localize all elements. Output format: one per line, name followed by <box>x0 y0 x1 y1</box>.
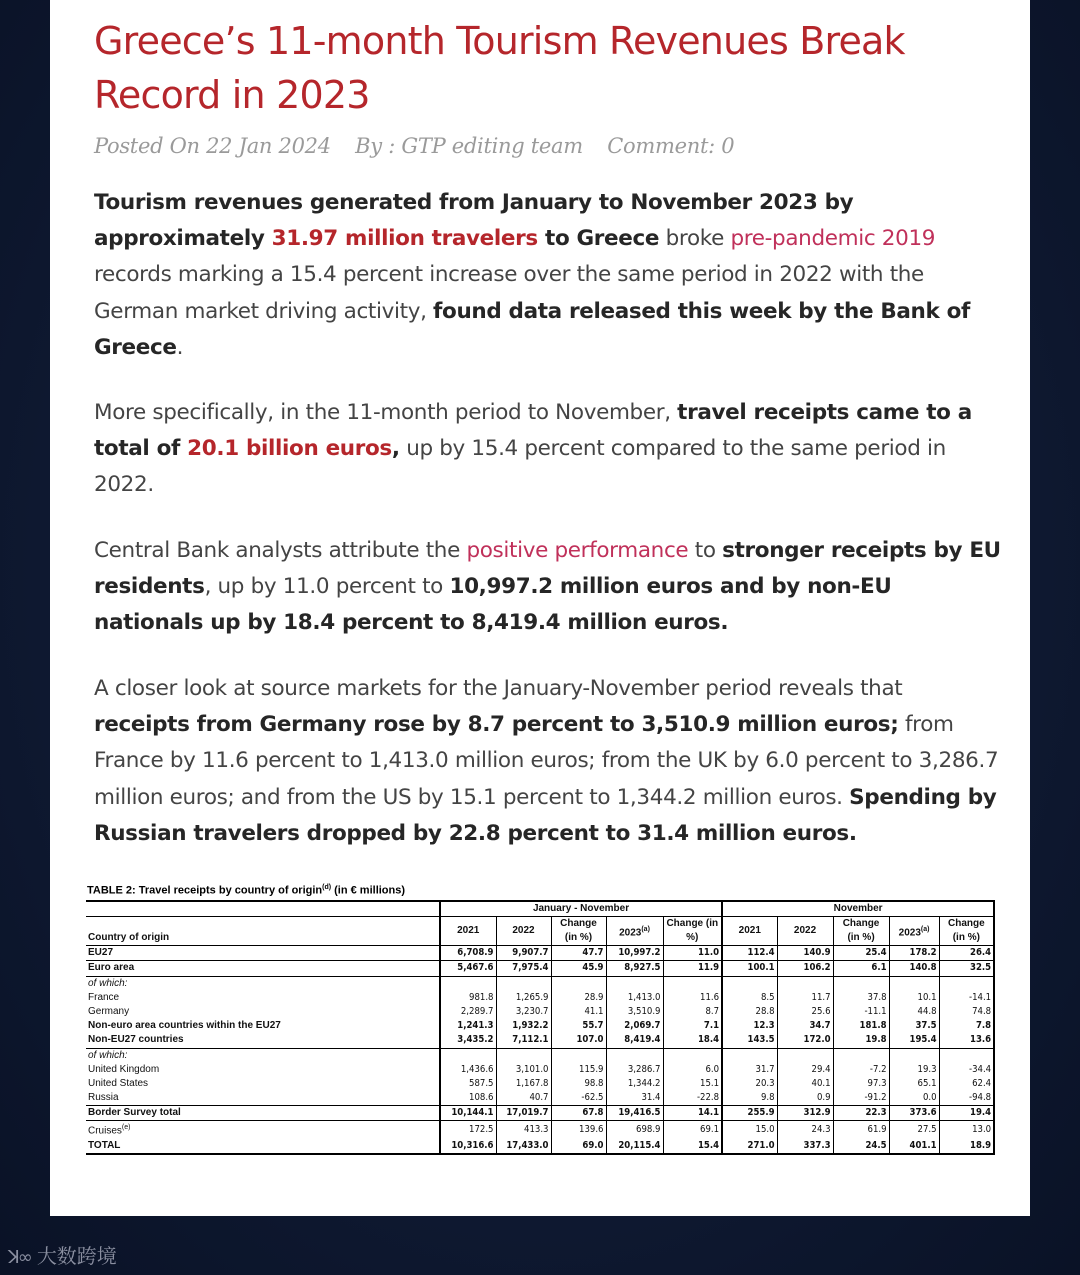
col-2023-nov <box>889 917 939 946</box>
table-cell: 31.7 <box>755 1063 775 1075</box>
table-row <box>86 1139 994 1154</box>
table-row <box>86 1033 994 1048</box>
table-cell: 1,436.6 <box>440 1063 496 1077</box>
table-row <box>86 991 994 1005</box>
table-cell: 1,167.8 <box>496 1077 551 1091</box>
col-change-jn-b: Change (in %) <box>663 917 722 946</box>
table-cell <box>551 976 606 991</box>
table-cell: 140.8 <box>889 961 939 976</box>
table-cell: 15.4 <box>663 1139 722 1154</box>
table-cell: 17,019.7 <box>496 1106 551 1121</box>
p4-s1: A closer look at source markets for the January-November period reveals that <box>94 676 903 701</box>
p1-s6: records marking a 15.4 percent increase over the same period in 2022 with the German market driving activity, <box>94 262 924 324</box>
table-cell: 25.4 <box>833 946 889 961</box>
table-cell: 26.4 <box>939 946 994 961</box>
table-cell <box>663 1048 722 1063</box>
p1-s7: found data released this week by the Bank of Greece <box>94 298 971 360</box>
p3-s1: Central Bank analysts attribute the <box>94 538 467 563</box>
brand-name: 大数跨境 <box>36 1244 117 1268</box>
p3-s5: , up by 11.0 percent to <box>204 574 450 600</box>
p1-s3: to Greece <box>537 226 660 252</box>
table-cell <box>777 1048 833 1063</box>
table-caption-sup: (d) <box>322 884 332 891</box>
country-name-text: United States <box>88 1077 149 1089</box>
table-cell: 981.8 <box>440 991 496 1005</box>
table-cell: 65.1 <box>889 1077 939 1091</box>
country-name <box>86 1139 440 1154</box>
table-cell: -7.2 <box>833 1063 889 1077</box>
table-cell: 108.6 <box>440 1091 496 1106</box>
table-cell <box>606 1048 663 1063</box>
positive-performance-link[interactable]: positive performance <box>466 538 689 563</box>
table-cell: 14.1 <box>663 1106 722 1121</box>
table-cell: 34.7 <box>777 1019 833 1033</box>
table-cell: 100.1 <box>722 961 777 976</box>
country-name <box>86 946 440 961</box>
table-cell: 55.7 <box>551 1019 606 1033</box>
table-cell: 28.8 <box>755 1006 775 1018</box>
country-name <box>86 1121 440 1139</box>
table-cell: 7,975.4 <box>496 961 551 976</box>
table-cell: 401.1 <box>889 1139 939 1154</box>
p1-s1: Tourism revenues generated from January to November 2023 by approximately <box>94 190 854 252</box>
article-title: Greece’s 11-month Tourism Revenues Break Record in 2023 <box>94 19 905 117</box>
p2-s1: More specifically, in the 11-month period to November, <box>94 400 678 425</box>
post-meta <box>94 134 752 158</box>
table-cell: 37.8 <box>833 991 889 1005</box>
table-cell: 413.3 <box>496 1121 551 1139</box>
col-2023-jn-label: 2023 <box>619 926 642 938</box>
table-cell: 10,316.6 <box>440 1139 496 1154</box>
table-cell: 1,413.0 <box>606 991 663 1005</box>
table-caption <box>87 884 405 897</box>
col-2023-nov-label: 2023 <box>898 926 921 938</box>
table-cell: 8,927.5 <box>606 961 663 976</box>
table-cell <box>939 976 994 991</box>
paragraph-3 <box>94 533 1004 642</box>
table-cell: 172.0 <box>777 1033 833 1048</box>
table-cell: 1,932.2 <box>496 1019 551 1033</box>
table-cell: 13.6 <box>939 1033 994 1048</box>
col-change-nov-b: Change (in %) <box>939 917 994 946</box>
table-cell: 44.8 <box>889 1005 939 1019</box>
table-cell <box>833 1048 889 1063</box>
table-cell <box>889 976 939 991</box>
col-2021-nov: 2021 <box>722 917 777 946</box>
p3-s6: 10,997.2 million euros and by non-EU nationals up by 18.4 percent to 8,419.4 million euros. <box>94 574 892 636</box>
table-cell: 11.0 <box>663 946 722 961</box>
travel-receipts-table <box>86 900 995 1155</box>
table-cell: 69.1 <box>663 1121 722 1139</box>
country-name-text: United Kingdom <box>88 1063 160 1075</box>
table-cell: 41.1 <box>551 1005 606 1019</box>
country-name <box>86 1005 440 1019</box>
table-cell <box>939 1048 994 1063</box>
country-name <box>86 1048 440 1063</box>
table-cell: 112.4 <box>722 946 777 961</box>
table-cell: 32.5 <box>939 961 994 976</box>
table-cell: 5,467.6 <box>440 961 496 976</box>
table-row <box>86 1106 994 1121</box>
table-cell <box>551 1048 606 1063</box>
p1-s4: broke <box>659 226 731 252</box>
p3-s3: to <box>688 538 723 563</box>
country-name <box>86 1106 440 1121</box>
table-row <box>86 1121 994 1139</box>
col-2022-jn: 2022 <box>496 917 551 946</box>
table-cell: 3,230.7 <box>496 1005 551 1019</box>
table-cell <box>496 976 551 991</box>
travelers-link[interactable]: 31.97 million travelers <box>271 226 538 252</box>
table-cell: 312.9 <box>777 1106 833 1121</box>
table-cell: 178.2 <box>889 946 939 961</box>
country-name <box>86 1063 440 1077</box>
table-cell: 19.4 <box>939 1106 994 1121</box>
country-name <box>86 1019 440 1033</box>
corner-blank <box>86 901 440 917</box>
table-cell: 3,510.9 <box>606 1005 663 1019</box>
country-name <box>86 976 440 991</box>
table-cell: 11.6 <box>663 991 722 1005</box>
country-name-text: Non-euro area countries within the EU27 <box>88 1020 281 1032</box>
table-cell: -11.1 <box>833 1005 889 1019</box>
table-cell <box>663 976 722 991</box>
table-cell: 139.6 <box>551 1121 606 1139</box>
col-2023-nov-sup: (a) <box>920 925 930 933</box>
table-cell: 45.9 <box>551 961 606 976</box>
table-cell <box>606 976 663 991</box>
table-cell: 28.9 <box>551 991 606 1005</box>
table-cell: 24.3 <box>777 1121 833 1139</box>
table-cell: 37.5 <box>889 1019 939 1033</box>
table-cell: 255.9 <box>722 1106 777 1121</box>
table-cell: 47.7 <box>551 946 606 961</box>
table-cell: 7.8 <box>939 1019 994 1033</box>
table-cell: 8.5 <box>760 991 775 1003</box>
table-cell: 2,289.7 <box>440 1005 496 1019</box>
col-2022-nov: 2022 <box>777 917 833 946</box>
table-cell: 18.4 <box>663 1033 722 1048</box>
table-cell: 107.0 <box>551 1033 606 1048</box>
table-cell: 19,416.5 <box>606 1106 663 1121</box>
p1-s8: . <box>176 334 184 360</box>
table-cell: 74.8 <box>939 1005 994 1019</box>
table-cell: -14.1 <box>939 991 994 1005</box>
billion-euros-link[interactable]: 20.1 billion euros <box>187 436 392 462</box>
table-cell: 6.1 <box>833 961 889 976</box>
table-cell: 9.8 <box>722 1091 777 1106</box>
author-link[interactable]: By : GTP editing team <box>355 134 583 158</box>
table-cell: 115.9 <box>551 1063 606 1077</box>
country-header: Country of origin <box>86 917 440 946</box>
table-cell: 8,419.4 <box>606 1033 663 1048</box>
table-cell: 98.8 <box>551 1077 606 1091</box>
country-name <box>86 1077 440 1091</box>
table-cell: 19.3 <box>889 1063 939 1077</box>
table-cell: 337.3 <box>777 1139 833 1154</box>
table-cell: 698.9 <box>606 1121 663 1139</box>
table-cell: 3,435.2 <box>440 1033 496 1048</box>
table-row <box>86 976 994 991</box>
article-page <box>50 0 1030 1216</box>
col-change-jn-a: Change (in %) <box>551 917 606 946</box>
section-jan-nov: January - November <box>440 901 722 917</box>
table-cell: 15.0 <box>755 1124 775 1136</box>
table-cell: 2,069.7 <box>606 1019 663 1033</box>
paragraph-1 <box>94 185 1004 366</box>
table-cell: 11.7 <box>777 991 833 1005</box>
col-2021-jn: 2021 <box>440 917 496 946</box>
table-cell: 195.4 <box>889 1033 939 1048</box>
table-row <box>86 1063 994 1077</box>
table-cell: 172.5 <box>440 1121 496 1139</box>
table-cell: 13.0 <box>939 1121 994 1139</box>
table-cell: 15.1 <box>663 1077 722 1091</box>
p2-s2: travel receipts came to a total of <box>94 400 972 462</box>
table-cell: -22.8 <box>663 1091 722 1106</box>
table-cell: 10,144.1 <box>440 1106 496 1121</box>
table-cell: 40.1 <box>777 1077 833 1091</box>
p4-s4: Spending by Russian travelers dropped by 22.8 percent to 31.4 million euros. <box>94 784 997 846</box>
paragraph-2 <box>94 395 1004 504</box>
brand-mark-icon: ꓘ∞ <box>8 1247 31 1268</box>
table-cell: 17,433.0 <box>496 1139 551 1154</box>
table-cell: 40.7 <box>496 1091 551 1106</box>
table-cell: 31.4 <box>606 1091 663 1106</box>
table-cell: -34.4 <box>939 1063 994 1077</box>
table-cell: 1,344.2 <box>606 1077 663 1091</box>
p2-s5: up by 15.4 percent compared to the same period in 2022. <box>94 436 946 498</box>
country-name <box>86 1033 440 1048</box>
table-cell: 7,112.1 <box>496 1033 551 1048</box>
table-caption-text: TABLE 2: Travel receipts by country of origin <box>87 884 323 897</box>
table-body <box>86 946 994 1154</box>
table-row <box>86 1005 994 1019</box>
table-cell: 9,907.7 <box>496 946 551 961</box>
table-cell <box>722 1048 777 1063</box>
country-name-text: Cruises <box>88 1125 122 1137</box>
table-cell: 140.9 <box>777 946 833 961</box>
table-cell: 25.6 <box>777 1005 833 1019</box>
table-row <box>86 946 994 961</box>
table-cell: 20.3 <box>755 1077 775 1089</box>
country-name-text: EU27 <box>88 947 114 959</box>
country-name-text: Euro area <box>88 962 135 974</box>
table-cell: 61.9 <box>833 1121 889 1139</box>
table-cell: 18.9 <box>939 1139 994 1154</box>
country-name-text: TOTAL <box>88 1139 121 1151</box>
p3-s4: stronger receipts by EU residents <box>94 538 1001 600</box>
table-cell: 3,101.0 <box>496 1063 551 1077</box>
table-row <box>86 1048 994 1063</box>
table-cell: 3,286.7 <box>606 1063 663 1077</box>
paragraph-4 <box>94 671 1004 852</box>
table-cell: 271.0 <box>722 1139 777 1154</box>
table-cell: 97.3 <box>833 1077 889 1091</box>
table-cell <box>440 1048 496 1063</box>
table-row <box>86 1091 994 1106</box>
footnote-marker: (e) <box>121 1124 131 1132</box>
table-cell: 20,115.4 <box>606 1139 663 1154</box>
country-name <box>86 1091 440 1106</box>
table-cell <box>722 976 777 991</box>
table-cell: 27.5 <box>889 1121 939 1139</box>
table-cell: 143.5 <box>722 1033 777 1048</box>
table-cell: 0.9 <box>777 1091 833 1106</box>
table-cell: 11.9 <box>663 961 722 976</box>
table-caption-tail: (in € millions) <box>331 884 406 897</box>
pre-pandemic-link[interactable]: pre-pandemic 2019 <box>730 226 936 252</box>
table-cell: 1,241.3 <box>440 1019 496 1033</box>
p4-s3: from France by 11.6 percent to 1,413.0 million euros; from the UK by 6.0 percent to 3,286.7 million euros; and from the US by 15.1 percent to 1,344.2 million euros. <box>94 712 999 810</box>
table-cell <box>777 976 833 991</box>
table-cell: 7.1 <box>663 1019 722 1033</box>
posted-date: Posted On 22 Jan 2024 <box>94 134 331 158</box>
table-cell: 373.6 <box>889 1106 939 1121</box>
table-cell: 6.0 <box>663 1063 722 1077</box>
table-cell <box>496 1048 551 1063</box>
table-cell: 10,997.2 <box>606 946 663 961</box>
country-name-text: France <box>88 991 120 1003</box>
table-cell: 24.5 <box>833 1139 889 1154</box>
watermark-logo <box>8 1240 117 1269</box>
country-name-text: of which: <box>88 1049 128 1061</box>
table-cell: 12.3 <box>753 1020 775 1032</box>
table-cell <box>889 1048 939 1063</box>
section-nov: November <box>722 901 994 917</box>
table-cell: 67.8 <box>551 1106 606 1121</box>
country-name <box>86 991 440 1005</box>
country-name <box>86 961 440 976</box>
table-cell: -94.8 <box>939 1091 994 1106</box>
table-cell: 8.7 <box>663 1005 722 1019</box>
table-cell: 181.8 <box>833 1019 889 1033</box>
table-row <box>86 961 994 976</box>
table-cell: -62.5 <box>551 1091 606 1106</box>
country-name-text: Russia <box>88 1092 119 1104</box>
country-name-text: Germany <box>88 1006 130 1018</box>
table-cell: 1,265.9 <box>496 991 551 1005</box>
p4-s2: receipts from Germany rose by 8.7 percent to 3,510.9 million euros; <box>94 712 899 738</box>
table-row <box>86 1019 994 1033</box>
table-cell <box>440 976 496 991</box>
p2-s4: , <box>391 436 400 462</box>
table-cell: 22.3 <box>833 1106 889 1121</box>
table-cell: 6,708.9 <box>440 946 496 961</box>
col-2023-jn-sup: (a) <box>641 925 650 933</box>
table-cell: 29.4 <box>777 1063 833 1077</box>
table-cell <box>833 976 889 991</box>
table-cell: -91.2 <box>833 1091 889 1106</box>
country-name-text: Non-EU27 countries <box>88 1034 184 1046</box>
col-change-nov-a: Change (in %) <box>833 917 889 946</box>
country-name-text: Border Survey total <box>88 1107 181 1119</box>
table-cell: 19.8 <box>833 1033 889 1048</box>
table-cell: 106.2 <box>777 961 833 976</box>
comment-count[interactable]: Comment: 0 <box>607 134 735 158</box>
table-row <box>86 1077 994 1091</box>
table-cell: 587.5 <box>440 1077 496 1091</box>
col-2023-jn <box>606 917 663 946</box>
table-cell: 62.4 <box>939 1077 994 1091</box>
table-cell: 69.0 <box>551 1139 606 1154</box>
table-cell: 0.0 <box>889 1091 939 1106</box>
country-name-text: of which: <box>88 977 128 989</box>
table-cell: 10.1 <box>889 991 939 1005</box>
